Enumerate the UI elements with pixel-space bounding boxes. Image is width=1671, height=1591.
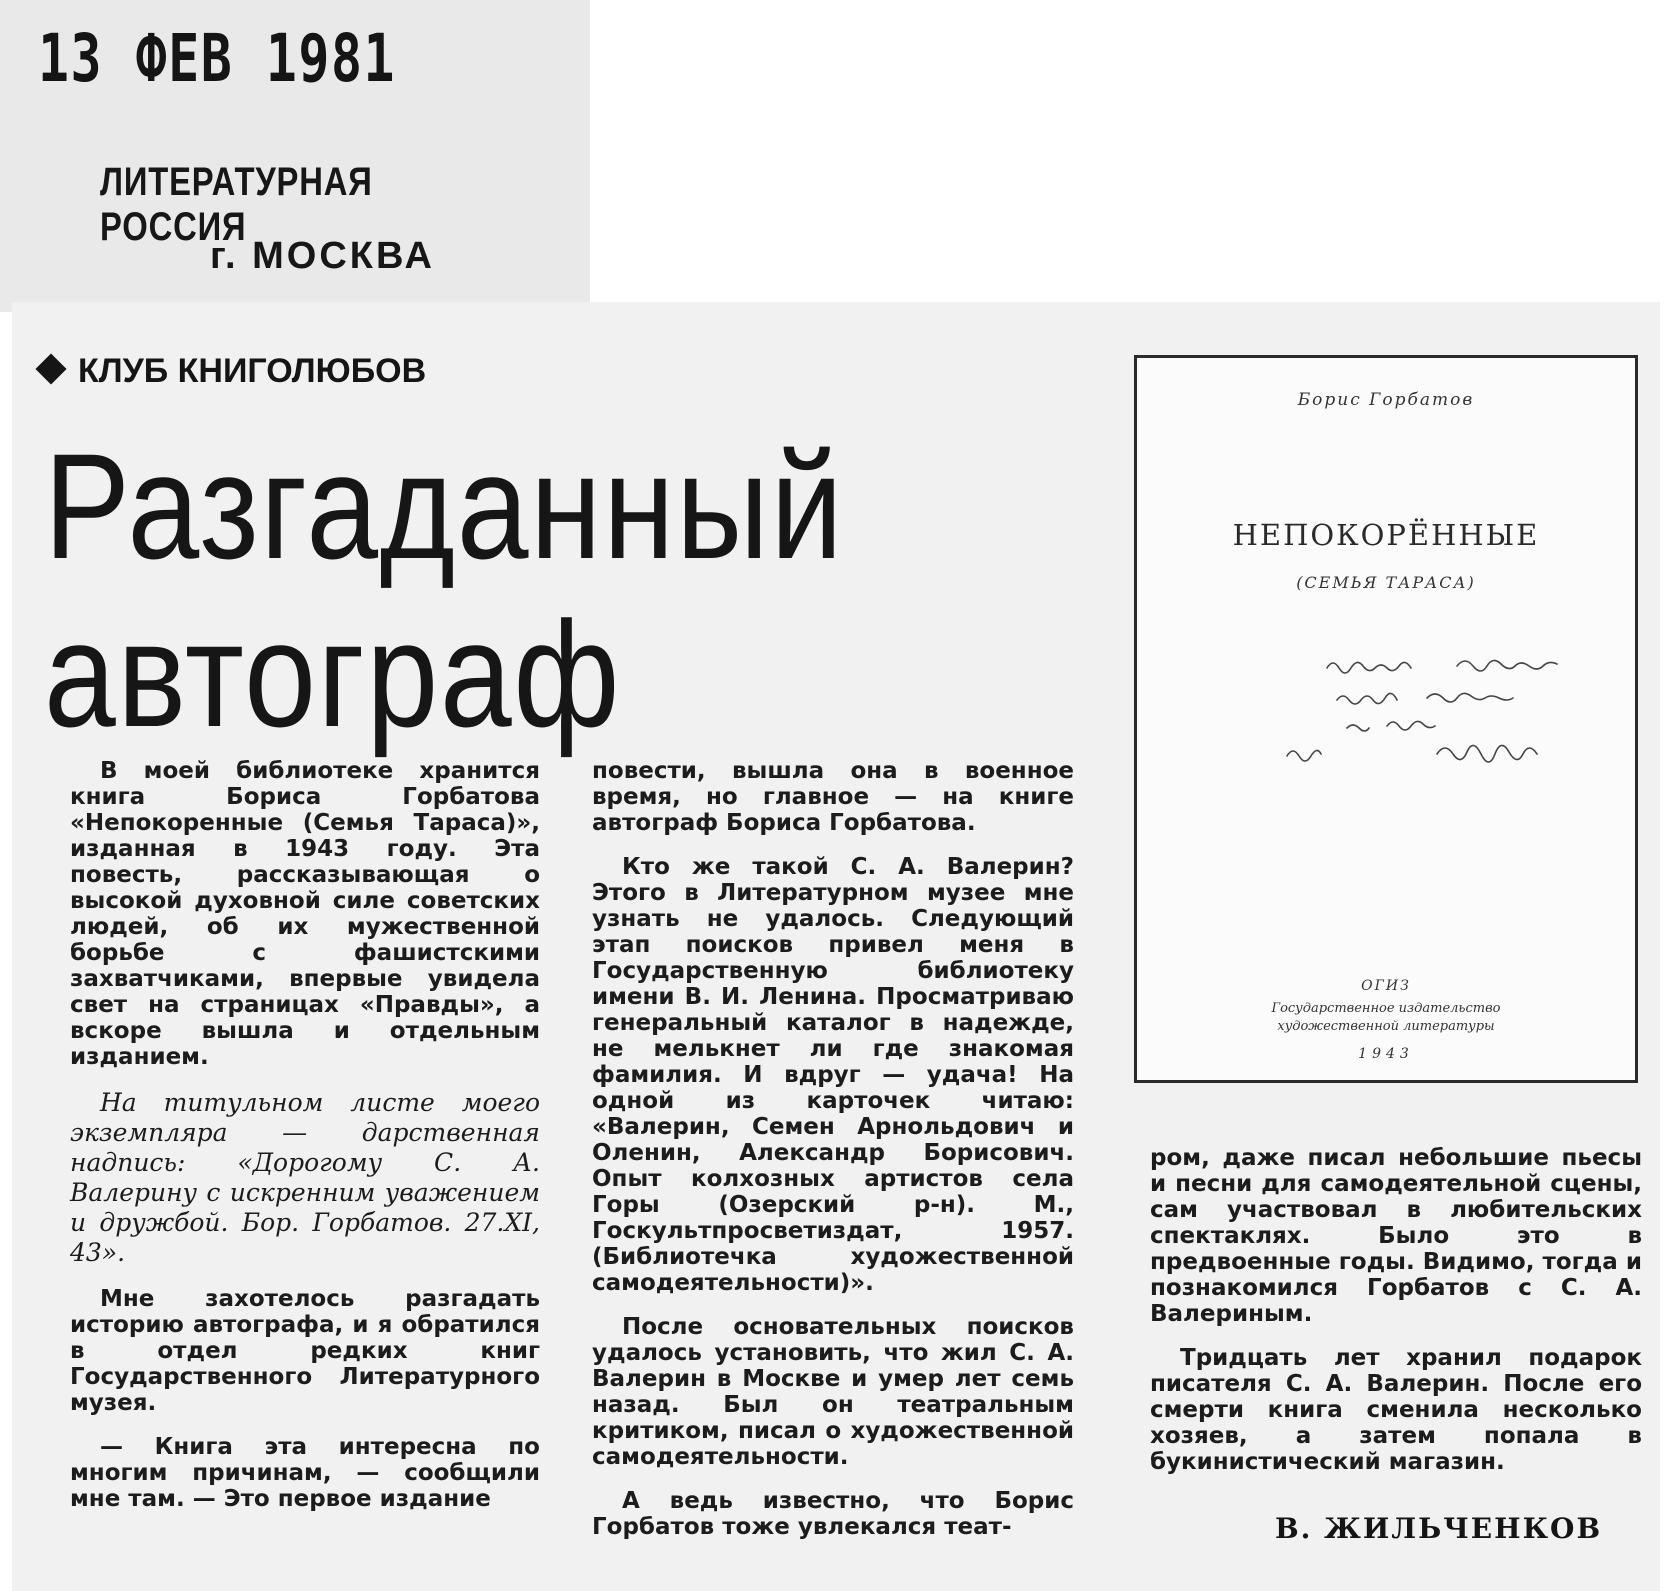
cover-publisher-abbr: ОГИЗ <box>1361 978 1411 994</box>
cover-subtitle: (СЕМЬЯ ТАРАСА) <box>1296 573 1476 592</box>
headline-line-2: автограф <box>44 590 622 758</box>
article-headline <box>44 422 844 758</box>
headline-line-1: Разгаданный <box>44 422 845 590</box>
paragraph: После основательных поисков удалось установить, что жил С. А. Валерин в Москве и умер лет семь назад. Был он театральным критиком, писал о художественной самодеятельности. <box>592 1314 1074 1470</box>
stamp-newspaper-name: ЛИТЕРАТУРНАЯ РОССИЯ <box>100 160 373 249</box>
rubric-label: КЛУБ КНИГОЛЮБОВ <box>78 352 427 390</box>
diamond-bullet-icon <box>35 353 66 384</box>
paragraph: Тридцать лет хранил подарок писателя С. А. Валерин. После его смерти книга сменила несколько хозяев, а затем попала в букинистический магазин. <box>1150 1345 1642 1475</box>
stamp-city: г. МОСКВА <box>210 235 435 277</box>
article-column-3 <box>1150 1145 1642 1475</box>
stamp-date: 13 ФЕВ 1981 <box>38 20 397 97</box>
handwritten-inscription <box>1137 648 1641 788</box>
paragraph: Мне захотелось разгадать историю автографа, и я обратился в отдел редких книг Государственного Литературного музея. <box>70 1286 540 1416</box>
article-column-1 <box>70 758 540 1512</box>
cover-author: Борис Горбатов <box>1297 390 1475 410</box>
paragraph: В моей библиотеке хранится книга Бориса Горбатова «Непокоренные (Семья Тараса)», изданная в 1943 году. Эта повесть, рассказывающая о высокой духовной силе советских людей, об их мужественной борьбе с фашистскими захватчиками, впервые увидела свет на страницах «Правды», а вскоре вышла и отдельным изданием. <box>70 758 540 1070</box>
paragraph: — Книга эта интересна по многим причинам, — сообщили мне там. — Это первое издание <box>70 1434 540 1512</box>
article-byline: В. ЖИЛЬЧЕНКОВ <box>1275 1512 1603 1545</box>
archive-stamp <box>0 0 590 312</box>
paragraph: ром, даже писал небольшие пьесы и песни для самодеятельной сцены, сам участвовал в любительских спектаклях. Было это в предвоенные годы. Видимо, тогда и познакомился Горбатов с С. А. Валериным. <box>1150 1145 1642 1327</box>
cover-publisher-line-2: художественной литературы <box>1277 1019 1495 1034</box>
book-title-page-photo <box>1134 355 1638 1083</box>
paragraph: Кто же такой С. А. Валерин? Этого в Литературном музее мне узнать не удалось. Следующий этап поисков привел меня в Государственную библиотеку имени В. И. Ленина. Просматриваю генеральный каталог в надежде, не мелькнет ли где знакомая фамилия. И вдруг — удача! На одной из карточек читаю: «Валерин, Семен Арнольдович и Оленин, Александр Борисович. Опыт колхозных артистов села Горы (Озерский р-н). М., Госкультпросветиздат, 1957. (Библиотечка художественной самодеятельности)». <box>592 854 1074 1296</box>
cover-publisher <box>1137 1000 1635 1036</box>
cover-title: НЕПОКОРЁННЫЕ <box>1232 518 1540 552</box>
paragraph: А ведь известно, что Борис Горбатов тоже увлекался теат- <box>592 1488 1074 1540</box>
cover-year: 1943 <box>1358 1046 1414 1062</box>
cover-publisher-line-1: Государственное издательство <box>1271 1001 1501 1016</box>
paragraph-inscription-quote: На титульном листе моего экземпляра — дарственная надпись: «Дорогому С. А. Валерину с искренним уважением и дружбой. Бор. Горбатов. 27.XI, 43». <box>70 1088 540 1267</box>
article-column-2 <box>592 758 1074 1540</box>
paragraph: повести, вышла она в военное время, но главное — на книге автограф Бориса Горбатова. <box>592 758 1074 836</box>
rubric <box>40 352 426 391</box>
